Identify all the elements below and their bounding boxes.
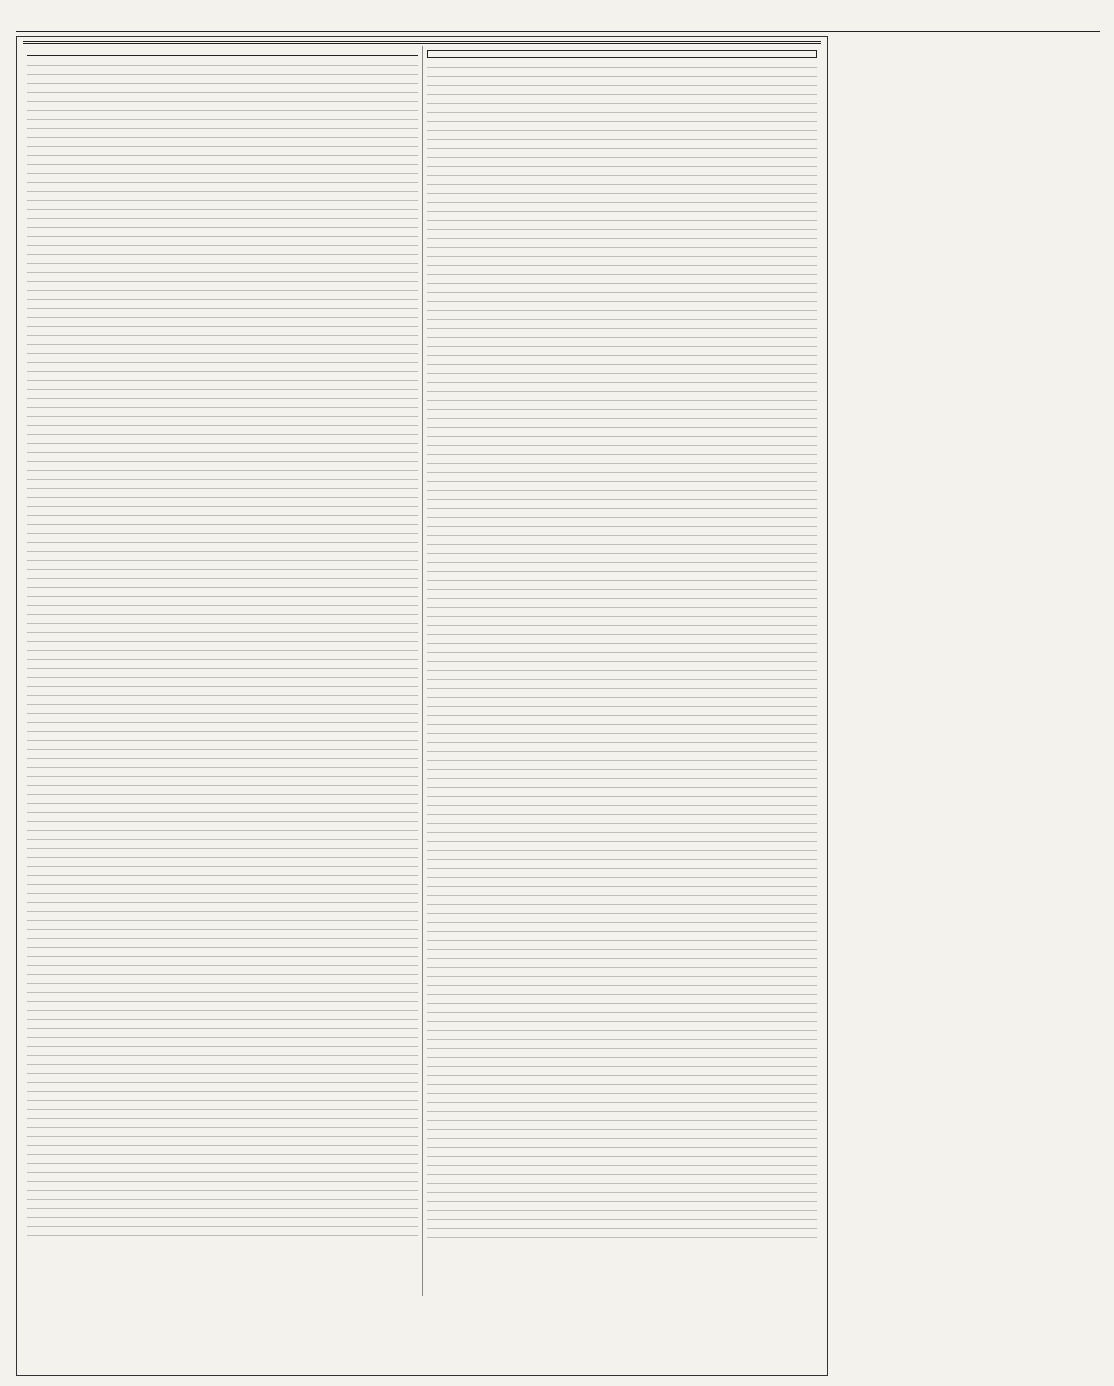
column-1-sub — [27, 52, 418, 56]
column-2-head — [427, 50, 818, 58]
ads-column — [836, 36, 1100, 1376]
running-head — [16, 10, 1100, 32]
column-2 — [423, 46, 822, 1296]
editorial-area — [16, 36, 828, 1376]
column-2-text — [427, 61, 818, 1241]
feature-title — [23, 37, 821, 44]
main-area — [16, 36, 1100, 1376]
column-1-text — [27, 59, 418, 1239]
column-1 — [23, 46, 423, 1296]
columns — [23, 46, 821, 1296]
